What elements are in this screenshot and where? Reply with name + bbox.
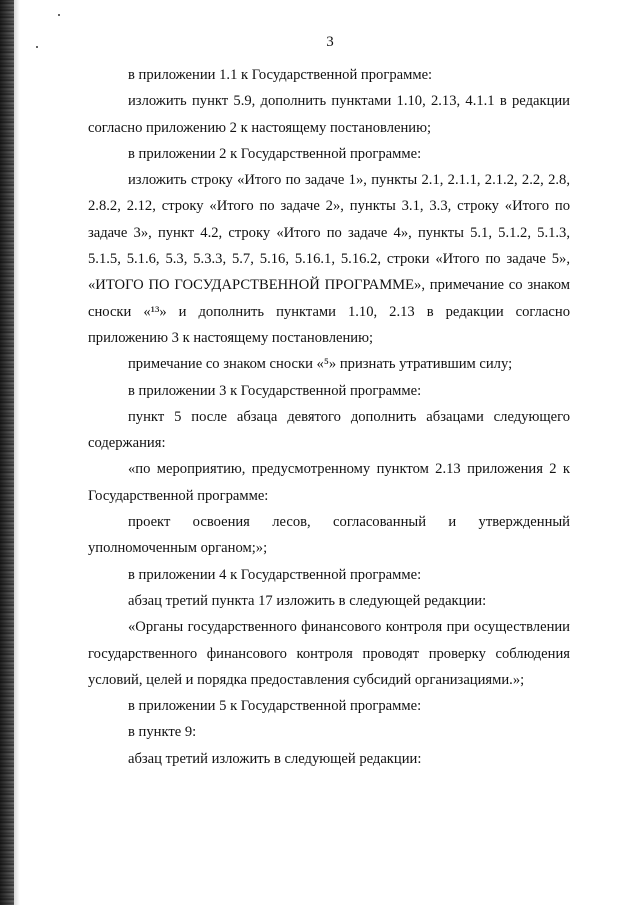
paragraph: в приложении 1.1 к Государственной программе:	[128, 67, 433, 83]
paragraph: проект освоения лесов, согласованный и утвержденный уполномоченным органом;»;	[88, 514, 570, 557]
paragraph: в приложении 4 к Государственной программе:	[128, 566, 422, 583]
scan-edge-shadow	[0, 0, 14, 905]
scan-speck	[58, 14, 60, 16]
paragraph: «по мероприятию, предусмотренному пунктом 2.13 приложения 2 к Государственной программе:	[88, 461, 570, 504]
paragraph: примечание со знаком сноски «⁵» признать утратившим силу;	[128, 356, 513, 373]
paragraph: в пункте 9:	[128, 724, 197, 741]
paragraph: в приложении 5 к Государственной программе:	[128, 698, 422, 715]
paragraph: изложить строку «Итого по задаче 1», пункты 2.1, 2.1.1, 2.1.2, 2.2, 2.8, 2.8.2, 2.12, строку «Итого по задаче 2», пункты 3.1, 3.3, строку «Итого по задаче 3», пункт 4.2, строку «Итого по задаче 4», пункты 5.1, 5.1.2, 5.1.3, 5.1.5, 5.1.6, 5.3, 5.3.3, 5.7, 5.16, 5.16.1, 5.16.2, строки «Итого по задаче 5», «ИТОГО ПО ГОСУДАРСТВЕННОЙ ПРОГРАММЕ», примечание со знаком сноски «¹³» и дополнить пунктами 1.10, 2.13 в редакции согласно приложению 3 к настоящему постановлению;	[88, 172, 570, 346]
paragraph: абзац третий изложить в следующей редакции:	[128, 750, 422, 767]
document-body	[88, 62, 570, 772]
paragraph: в приложении 3 к Государственной программе:	[128, 382, 422, 399]
paragraph: пункт 5 после абзаца девятого дополнить абзацами следующего содержания:	[88, 408, 570, 452]
paragraph: «Органы государственного финансового контроля при осуществлении государственного финансового контроля проводят проверку соблюдения условий, целей и порядка предоставления субсидий организациями.»;	[88, 619, 570, 688]
paragraph: абзац третий пункта 17 изложить в следующей редакции:	[128, 592, 487, 609]
paragraph: в приложении 2 к Государственной программе:	[128, 145, 422, 162]
page-number: 3	[326, 34, 334, 50]
paragraph: изложить пункт 5.9, дополнить пунктами 1.10, 2.13, 4.1.1 в редакции согласно приложению 2 к настоящему постановлению;	[88, 93, 570, 136]
